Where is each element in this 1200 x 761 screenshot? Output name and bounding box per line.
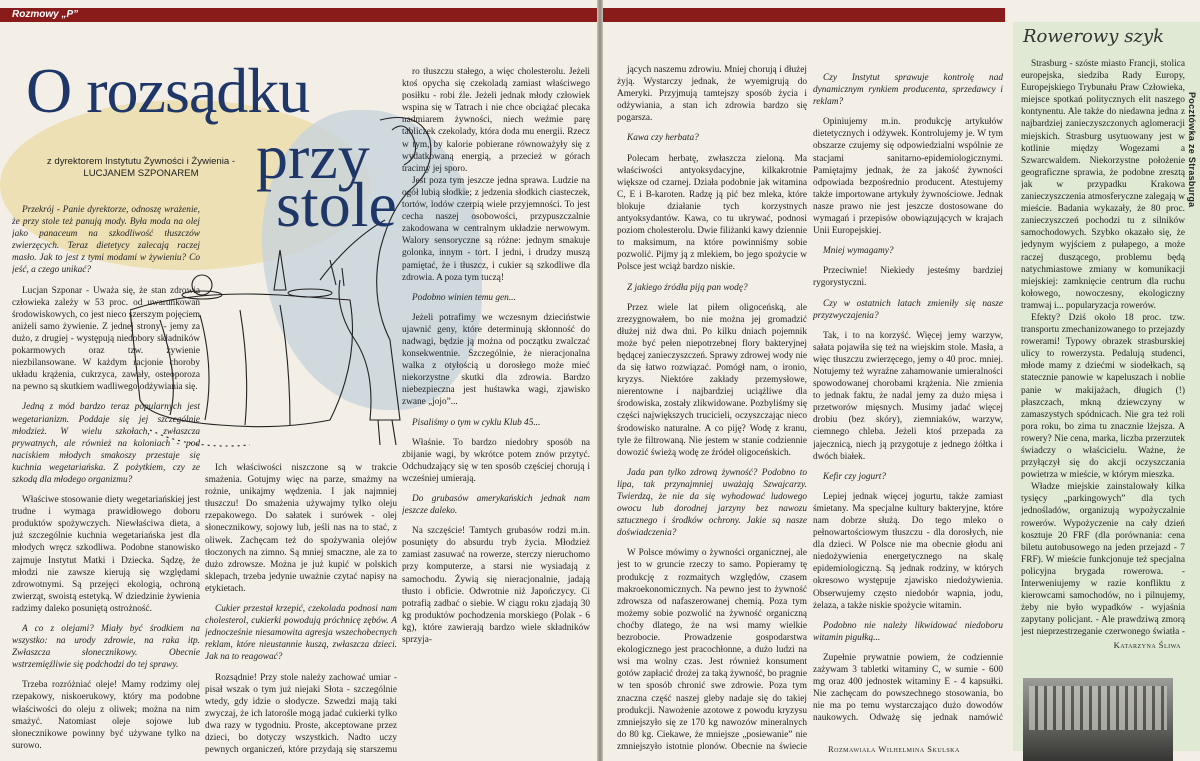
- paragraph: Efekty? Dziś około 18 proc. tzw. transportu zmechanizowanego to przejazdy rowerami! Typowy obrazek strasburskiej ulicy to rowerzysta. Pedalują studenci, młode mamy z dziećmi w siodełkach, są statecznie panowie w kapeluszach i noblie panie w makijażach, długich (!) płaszczach, mkną dziewczyny w zamaszystych spódnicach. Nie gra też roli pora roku, bo zima tu znacznie lżejsza. A rowery? Nie cena, marka, liczba przerzutek świadczy o właścicielu. Ważne, że przyłączył się do akcji oczyszczania powietrza w mieście, w którym mieszka.: [1021, 312, 1185, 481]
- article-title-line-2: przy: [256, 121, 370, 192]
- paragraph: Kefir czy jogurt?: [823, 471, 887, 482]
- paragraph: Cukier przestał krzepić, czekolada podnosi nam cholesterol, cukierki powodują próchnicę zębów. A jednocześnie niesamowita agresja wszechobecnych reklam, które nieustannie kuszą, zwłaszcza dzieci. Jak na to reagować?: [205, 604, 397, 663]
- paragraph: Jeżeli potrafimy we wczesnym dzieciństwie ujawnić geny, które determinują skłonność do nadwagi, będzie ją można od początku zwalczać konsekwentnie. Szczególnie, że nieracjonalna walka z otyłością u dorosłego może mieć niekorzystne skutki dla zdrowia. Bardzo niebezpieczna jest huśtawka wagi, zjawisko zwane „jojo”...: [402, 312, 590, 408]
- paragraph: Rozsądnie! Przy stole należy zachować umiar - pisał wszak o tym już niejaki Słota - szczególnie wtedy, gdy idzie o słodycze. Szwedzi mają taki zwyczaj, że ich latorośle mogą jadać cukierki tylko dwa razy w tygodniu. Proste, akceptowane przez dzieci, bo dotyczy wszystkich. Nadto uczy pewnych organiczeń, które przydają się starszemu: [205, 672, 397, 756]
- sidebar-author: Katarzyna Śliwa: [1113, 640, 1181, 650]
- sidebar-heading: Rowerowy szyk: [1023, 26, 1164, 47]
- paragraph: Na szczęście! Tamtych grubasów rodzi m.in. posunięty do absurdu tryb życia. Młodzież zamiast zasuwać na rowerze, sterczy nieruchomo przy komputerze, a starsi nie wysiadają z samochodu. Żywią się nieracjonalnie, jadają tłusto i obficie. Odwrotnie niż Japończycy. Ci potrafią zadbać o siebie. W ciągu roku zjadają 30 kg produktów pochodzenia morskiego (Polak - 6 kg), które zawierają bardzo wiele składników sprzyja-: [402, 526, 590, 646]
- paragraph: Ich właściwości niszczone są w trakcie smażenia. Gotujmy więc na parze, smażmy na rożnie, unikajmy wędzenia. I jak najmniej tłuszczu! Do smażenia używajmy tylko oleju rzepakowego. Do sałatek i surówek - olej słonecznikowy, sojowy lub, jeśli nas na to stać, z oliwek. Zachęcam też do spożywania olejów tłoczonych na zimno. Są mniej smaczne, ale za to dużo zdrowsze. Można je już kupić w polskich sklepach, trzeba jedynie uważnie czytać napisy na etykietach.: [205, 463, 397, 594]
- left-column-3: [402, 66, 590, 756]
- paragraph: Trzeba rozróżniać oleje! Mamy rodzimy olej rzepakowy, niskoerukowy, który ma podobne właściwości do oleju z oliwek; można na nim smażyć. Natomiast oleje sojowe lub słonecznikowe powinny być używane tylko na surowo.: [12, 680, 200, 751]
- paragraph: Jedną z mód bardzo teraz popularnych jest wegetarianizm. Poddaje się jej szczególnie młodzież. W wielu szkołach, zwłaszcza prywatnych, ale również na koloniach - pod naciskiem młodych smakoszy przestaje się kuchnia wegetariańska. Z pożytkiem, czy ze szkodą dla młodego organizmu?: [12, 402, 200, 485]
- left-page: [0, 0, 597, 761]
- article-subtitle: z dyrektorem Instytutu Żywności i Żywienia - LUCJANEM SZPONAREM: [46, 156, 236, 179]
- paragraph: jących naszemu zdrowiu. Mniej chorują i dłużej żyją. Wystarczy jednak, że wyemigrują do Ameryki. Przyjmują tamtejszy sposób życia i odżywiania, a stan ich zdrowia bardzo się pogarsza.: [617, 65, 807, 124]
- article-title-line-3: stole: [276, 169, 397, 240]
- paragraph: Do grubasów amerykańskich jednak nam jeszcze daleko.: [402, 494, 590, 517]
- paragraph: Przekrój - Panie dyrektorze, odnoszę wrażenie, że przy stole też panują mody. Była moda na olej jako panaceum na szkodliwość tłuszczów zwierzęcych. Teraz dietetycy zalecają raczej masło. Jak to jest z tymi modami w żywieniu? Co jeść, a czego unikać?: [12, 205, 200, 276]
- right-column-2: [813, 64, 1003, 724]
- paragraph: Przez wiele lat piłem oligoceńską, ale zrezygnowałem, bo nie można jej gromadzić dłużej niż dwa dni. Po kilku dniach pojemnik może być pełen niepotrzebnej flory bakteryjnej będącej zanieczyszczeń. Sprawy zdrowej wody nie da się łatwo rozwiązać. Pomógł nam, o ironio, kryzys. Niektóre zakłady przemysłowe, nierentowne i najbardziej uciążliwe dla środowiska, zostały zlikwidowane. Pozbyliśmy się części największych trucicieli, oczyszczając nieco środowisko naturalne. A co piję? Wodę z kranu, tyle że filtrowaną. Nie jestem w stanie codziennie dowozić świeżą wodę ze źródeł oligoceńskich.: [617, 302, 807, 458]
- paragraph: A co z olejami? Miały być środkiem na wszystko: na urody zdrowie, na raka itp. Zwłaszcza słonecznikowy. Obecnie wstrzemięźliwie się podchodzi do tej sprawy.: [12, 624, 200, 671]
- paragraph: Pisaliśmy o tym w cyklu Klub 45...: [412, 417, 541, 428]
- paragraph: ro tłuszczu stałego, a więc cholesterolu. Jeżeli ktoś opycha się czekoladą zamiast właściwego posiłku - robi źle. Jeżeli jednak młody człowiek wspina się w Tatrach i nie chce obciążać plecaka nadmiarem żywności, niech weźmie parę tabliczek czekolady, która doda mu energii. Rzecz w tym, by kalorie pobierane równoważyły się z wydatkowaną energią, a przecież w górach tracimy jej sporo.: [402, 67, 590, 174]
- strasbourg-street-photo: [1023, 678, 1173, 761]
- section-bar: Rozmowy „P”: [0, 8, 597, 22]
- paragraph: Lucjan Szponar - Uważa się, że stan zdrowia człowieka zależy w 53 proc. od uwarunkowań środowiskowych, co jest nieco szerszym pojęciem aniżeli samo żywienie. Z jednej strony - jemy za dużo, z drugiej - występują niedobory składników pokarmowych oraz tzw. żywienie niezbilansowane. W każdym racjonie choroby układu krążenia, cukrzyca, zawały, osteoporoza na pewno są skutkiem wadliwego odżywiania się.: [12, 285, 200, 393]
- paragraph: Właśnie. To bardzo niedobry sposób na zbijanie wagi, by wkrótce potem znów przytyć. Odchudzający się w ten sposób częściej chorują i wcześniej umierają.: [402, 437, 590, 484]
- paragraph: Podobno nie należy likwidować niedoboru witamin pigułką...: [813, 620, 1003, 643]
- paragraph: W Polsce mówimy o żywności organicznej, ale jest to w gruncie rzeczy to samo. Popieramy tę produkcję z rozmaitych względów, czasem makroekonomicznych. Na pewno jest to żywność zdrowsza od nafaszerowanej chemią. Poza tym możemy sobie pozwolić na żywność organiczną choćby dlatego, że na wsi mamy wielkie bezrobocie. Prowadzenie gospodarstwa ekologicznego jest pracochłonne, a dużo ludzi na wsi ma wolny czas. Jest również konsument gotów zapłacić drożej za taką żywność, bo pragnie w ten sposób chronić swe zdrowie. Poza tym znaczna część naszej gleby nadaje się do takiej produkcji. Nawożenie azotowe z powodu kryzysu zmniejszyło się ze 170 kg nawozów mineralnych do 80 kg. Ciekawe, że mniejsze „posiewanie” nie zmniejszyło istotnie plonów. Obecnie na świecie: [617, 548, 807, 752]
- sidebar-box: [1013, 22, 1200, 751]
- paragraph: Przeciwnie! Niekiedy jesteśmy bardziej rygorystyczni.: [813, 266, 1003, 289]
- paragraph: Lepiej jednak więcej jogurtu, także zamiast śmietany. Ma specjalne kultury bakteryjne, które nam dobrze służą. Do tego mleko o pełnowartościowym tłuszczu - dla dorosłych, nie dla dzieci. W Polsce nie ma obecnie głodu ani niedożywienia energetycznego na skalę epidemiologiczną. Są jednak rodziny, w których okresowo występuje zjawisko niedożywienia. Obserwujemy często niedobór wapnia, jodu, żelaza, a także niskie spożycie witamin.: [813, 491, 1003, 611]
- paragraph: Polecam herbatę, zwłaszcza zieloną. Ma właściwości antyoksydacyjne, kilkakrotnie większe od czarnej. Działa podobnie jak witamina C, E i B-karoten. Radzę ją pić bez mleka, które blokuje działanie tych korzystnych antyoksydantów. Kawa, co tu ukrywać, podnosi poziom cholesterolu. Dwie filiżanki kawy dziennie to maksimum, na które powinniśmy sobie pozwolić. Pijmy ją z mlekiem, bo jego spożycie w Polsce jest wciąż bardzo niskie.: [617, 153, 807, 273]
- right-column-1: [617, 64, 807, 754]
- left-column-2: [205, 462, 397, 756]
- interview-author: Rozmawiała Wilhelmina Skulska: [828, 744, 960, 754]
- paragraph: Właściwe stosowanie diety wegetariańskiej jest trudne i wymaga prawidłowego doboru produktów spożywczych. Niewłaściwa dieta, a już szczególnie kuchnia wegetariańska jest dla młodych wręcz szkodliwa. Podobne stanowisko zajmuje Instytut Matki i Dziecka. Sądzę, że młodzi nie zawsze kierują się względami zdrowotnymi. Są przejęci ekologią, ochroną zwierząt, swoistą estetyką. W dziedzinie żywienia radzimy daleko posuniętą ostrożność.: [12, 495, 200, 614]
- paragraph: Mniej wymagamy?: [823, 246, 894, 257]
- sidebar-vertical-label: Pocztówka ze Strasburga: [1187, 92, 1197, 208]
- left-column-1: [12, 196, 200, 756]
- paragraph: Podobno winien temu gen...: [412, 292, 516, 303]
- paragraph: Zupełnie prywatnie powiem, że codziennie zażywam 3 tabletki witaminy C, w sumie - 600 mg oraz 400 jednostek witaminy E - 4 kapsułki. Nie zachęcam do powszechnego stosowania, bo nie ma po temu wystarczająco dużo dowodów naukowych. Odważę się jednak namówić: [813, 652, 1003, 724]
- paragraph: Tak, i to na korzyść. Więcej jemy warzyw, sałata pojawiła się też na wiejskim stole. Masła, a więc tłuszczu zwierzęcego, jemy o 40 proc. mniej. Notujemy też wyraźne zahamowanie umieralności spowodowanej chorobami krążenia. Nie zmienia to jednak faktu, że nadal jemy za dużo mięsa i przetworów mięsnych. Musimy jadać więcej drobiu (bez skóry), ziemniaków, warzyw, ciemnego chleba. Jeżeli ktoś przepada za jajecznicą, niech ją przygotuje z jednego żółtka i dwóch białek.: [813, 330, 1003, 462]
- article-title-line-1: O rozsądku: [26, 55, 310, 126]
- section-bar-right: [603, 8, 1005, 22]
- paragraph: Władze miejskie zainstalowały kilka tysięcy „parkingowych” dla tych jednośladów, organizują wypożyczalnie rowerów. Wypożyczenie na cały dzień kosztuje 20 FRF (dla porównania: cena biletu autobusowego na jeden przejazd - 7 FRF). W mieście funkcjonuje też specjalna policyjna brygada rowerowa. - Interweniujemy w razie konfliktu z kierowcami samochodów, no i pilnujemy, żeby nie było wypadków - wyjaśnia zapytany policjant. - Ale prawdziwą zmorą jest nieprzestrzeganie czerwonego światła -: [1021, 482, 1185, 638]
- paragraph: Jest poza tym jeszcze jedna sprawa. Ludzie na ogół lubią słodkie; z jedzenia słodkich ciasteczek, tortów, lodów czerpią wiele przyjemności. To jest cecha naszej osobowości, przypuszczalnie zakodowana w centralnym układzie nerwowym. Walory sensoryczne są różne: jednym smakuje golonka, innym - tort. I jedni, i drudzy muszą pamiętać, że i tłuszcz, i cukier są szkodliwe dla zdrowia. A poza tym tuczą!: [402, 175, 590, 283]
- paragraph: Jada pan tylko zdrową żywność? Podobno to lipa, tak przynajmniej uważają Szwajcarzy. Twierdzą, że nie da się wyhodować ludowego owocu lub dorodnej jarzyny bez nawozu sztucznego i środków ochrony. Jakie są nasze doświadczenia?: [617, 467, 807, 539]
- right-page: [603, 0, 1200, 761]
- paragraph: Kawa czy herbata?: [627, 133, 699, 144]
- paragraph: Strasburg - szóste miasto Francji, stolica europejska, siedziba Rady Europy, Europejskiego Trybunału Praw Człowieka, miejsce spotkań politycznych elit naszego kontynentu. Ale także do niedawna jedna z najbardziej zanieczyszczonych aglomeracji miejskich. Strasburg usytuowany jest w kotlinie między Wogezami a Szwarcwaldem. Niekorzystne położenie geograficzne sprawia, że podobne zresztą jak w przypadku Krakowa zanieczyszczenia atmosferyczne zalegają w mieście. Badania wykazały, że 80 proc. zanieczyszczeń pochodzi tu z silników samochodowych. Szybko okazało się, że jedynym wyjściem z pułapego, a może raczej duszącego, problemu będą natychmiastowe zmiany w komunikacji miejskiej: zamknięcie centrum dla ruchu kołowego, nowoczesny, ekologiczny tramwaj i... popularyzacja rowerów.: [1021, 59, 1185, 311]
- paragraph: Czy w ostatnich latach zmieniły się nasze przyzwyczajenia?: [813, 298, 1003, 321]
- paragraph: Czy Instytut sprawuje kontrolę nad dynamicznym rynkiem producenta, sprzedawcy i reklam?: [813, 73, 1003, 108]
- paragraph: Opiniujemy m.in. produkcję artykułów dietetycznych i odżywek. Kontrolujemy je. W tym obszarze czujemy się odpowiedzialni wspólnie ze stacjami sanitarno-epidemiologicznymi. Pamiętajmy jednak, że za jakość żywności odpowiada bezpośrednio producent. Atestujemy także importowane artykuły żywnościowe. Jednak nasze prawo nie jest jeszcze dostosowane do wymagań i przepisów obowiązujących w krajach Unii Europejskiej.: [813, 117, 1003, 237]
- sidebar-body: [1021, 58, 1185, 638]
- paragraph: Z jakiego źródła piją pan wodę?: [627, 282, 748, 293]
